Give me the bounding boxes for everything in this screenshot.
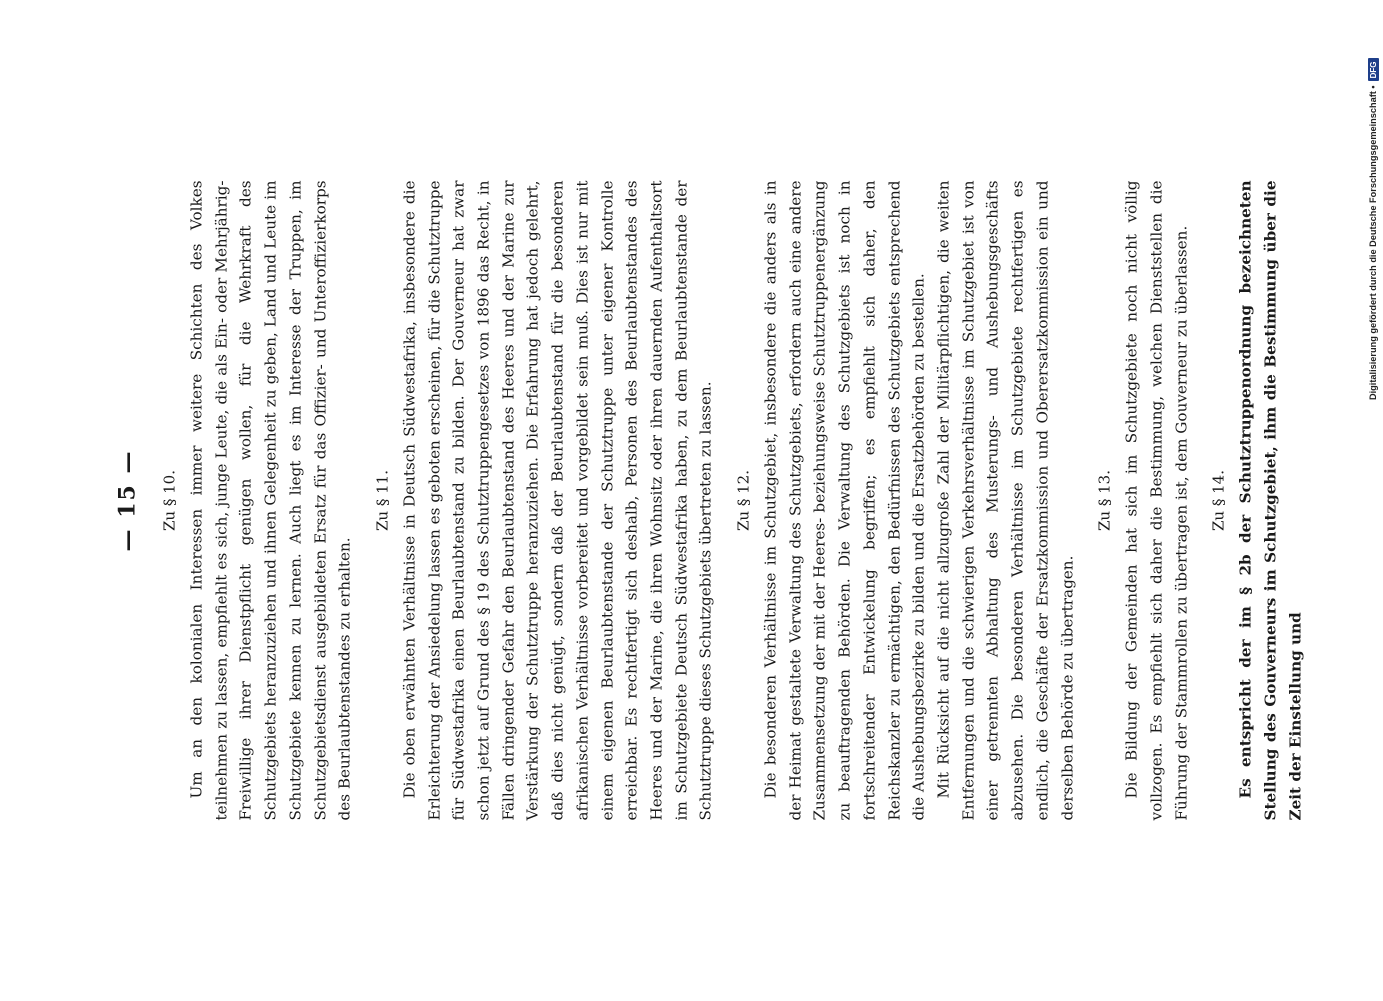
paragraph: Die Bildung der Gemeinden hat sich im Schutzgebiete noch nicht völlig vollzogen. Es empfiehlt sich daher die Bestimmung, welchen Dienststellen die Führung der Stammrollen zu übertragen ist, dem Gouverneur zu überlassen. — [1122, 180, 1191, 821]
section-12 — [735, 181, 1080, 821]
section-heading: Zu § 11. — [373, 470, 392, 531]
paragraph: Die oben erwähnten Verhältnisse in Deutsch Südwestafrika, insbesondere die Erleichterung der Ansiedelung lassen es geboten erscheinen, für die Schutztruppe für Südwestafrika einen Beurlaubtenstand zu bilden. Der Gouverneur hat zwar schon jetzt auf Grund des § 19 des Schutztruppengesetzes von 1896 das Recht, in Fällen dringender Gefahr den Beurlaubtenstand des Heeres und der Marine zur Verstärkung der Schutztruppe heranzuziehen. Die Erfahrung hat jedoch gelehrt, daß dies nicht genügt, sondern daß der Beurlaubtenstand für die besonderen afrikanischen Verhältnisse vorbereitet und vorgebildet sein muß. Dies ist nur mit einem eigenen Beurlaubtenstande der Schutztruppe unter eigener Kontrolle erreichbar. Es rechtfertigt sich deshalb, Personen des Beurlaubtenstandes des Heeres und der Marine, die ihren Wohnsitz oder ihren dauernden Aufenthaltsort im Schutzgebiete Deutsch Südwestafrika haben, zu dem Beurlaubtenstande der Schutztruppe dieses Schutzgebiets übertreten zu lassen. — [400, 180, 715, 821]
paragraph: Um an den kolonialen Interessen immer weitere Schichten des Volkes teilnehmen zu lassen, empfiehlt es sich, junge Leute, die als Ein- oder Mehrjährig-Freiwillige ihrer Dienstpflicht genügen wollen, für die Wehrkraft des Schutzgebiets heranzuziehen und ihnen Gelegenheit zu geben, Land und Leute im Schutzgebiete kennen zu lernen. Auch liegt es im Interesse der Truppen, im Schutzgebietsdienst ausgebildeten Ersatz für das Offizier- und Unteroffizierkorps des Beurlaubtenstandes zu erhalten. — [187, 180, 354, 821]
page-number: — 15 — — [114, 449, 141, 552]
section-14 — [1210, 181, 1308, 821]
rotated-scanned-page — [0, 1, 1383, 1001]
section-11 — [373, 181, 718, 821]
paragraph: Die besonderen Verhältnisse im Schutzgebiet, insbesondere die anders als in der Heimat gestaltete Verwaltung des Schutzgebiets, erfordern auch eine andere Zusammensetzung der mit der Heeres- beziehungsweise Schutztruppenergänzung zu beauftragenden Behörden. Die Verwaltung des Schutzgebiets ist noch in fortschreitender Entwickelung begriffen; es empfiehlt sich daher, den Reichskanzler zu ermächtigen, den Bedürfnissen des Schutzgebiets entsprechend die Aushebungsbezirke zu bilden und die Ersatzbehörden zu bestellen. — [761, 180, 928, 821]
document-body — [115, 181, 1308, 821]
dfg-credit-line — [1365, 0, 1381, 400]
dfg-credit-text: Digitalisierung gefördert durch die Deutsche Forschungsgemeinschaft • — [1368, 85, 1378, 400]
section-heading: Zu § 14. — [1209, 470, 1228, 531]
section-heading: Zu § 13. — [1095, 470, 1114, 531]
section-heading: Zu § 10. — [160, 470, 179, 531]
dfg-credit-strip — [1358, 0, 1383, 1000]
paragraph: Es entspricht der im § 2b der Schutztruppenordnung bezeichneten Stellung des Gouverneurs im Schutzgebiet, ihm die Bestimmung über die Zeit der Einstellung und — [1236, 180, 1305, 821]
section-13 — [1096, 181, 1194, 821]
paragraph: Mit Rücksicht auf die nicht allzugroße Zahl der Militärpflichtigen, die weiten Entfernungen und die schwierigen Verkehrsverhältnisse im Schutzgebiet ist von einer getrennten Abhaltung des Musterungs- und Aushebungsgeschäfts abzusehen. Die besonderen Verhältnisse im Schutzgebiete rechtfertigen es endlich, die Geschäfte der Ersatzkommission und Oberersatzkommission ein und derselben Behörde zu übertragen. — [934, 180, 1076, 821]
dfg-logo-icon: DFG — [1368, 58, 1379, 81]
section-heading: Zu § 12. — [734, 470, 753, 531]
section-10 — [161, 181, 358, 821]
